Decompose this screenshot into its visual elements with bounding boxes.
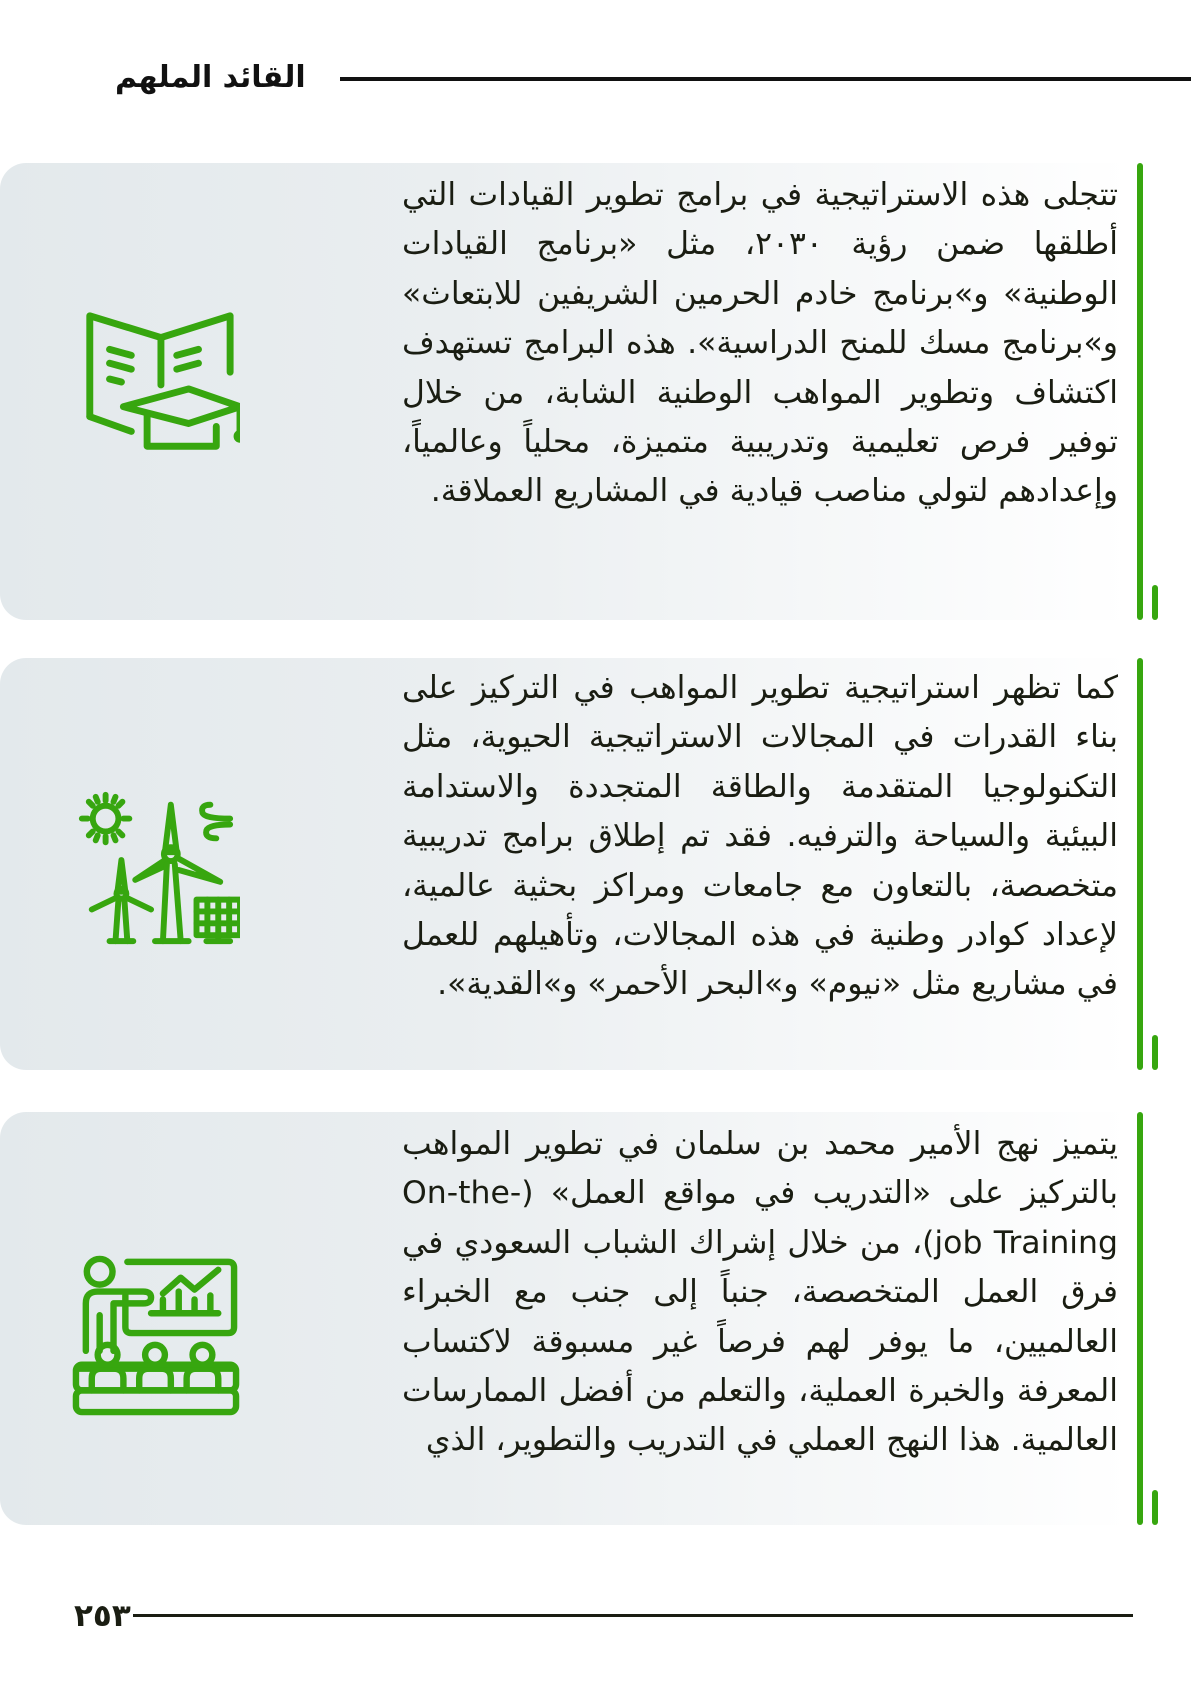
card-paragraph: تتجلى هذه الاستراتيجية في برامج تطوير القيادات التي أطلقها ضمن رؤية ٢٠٣٠، مثل «برنامج القيادات الوطنية» و»برنامج خادم الحرمين الشريفين للابتعاث» و»برنامج مسك للمنح الدراسية». هذه البرامج تستهدف اكتشاف وتطوير المواهب الوطنية الشابة، من خلال توفير فرص تعليمية وتدريبية متميزة، محلياً وعالمياً، وإعدادهم لتولي مناصب قيادية في المشاريع العملاقة. — [402, 177, 1118, 510]
content-card-2 — [0, 658, 1130, 1070]
content-card-1 — [0, 163, 1130, 620]
header-divider — [340, 77, 1191, 81]
accent-bar-short — [1152, 1035, 1158, 1070]
card-paragraph: كما تظهر استراتيجية تطوير المواهب في التركيز على بناء القدرات في المجالات الاستراتيجية الحيوية، مثل التكنولوجيا المتقدمة والطاقة المتجددة والاستدامة البيئية والسياحة والترفيه. فقد تم إطلاق برامج تدريبية متخصصة، بالتعاون مع جامعات ومراكز بحثية عالمية، لإعداد كوادر وطنية في هذه المجالات، وتأهيلهم للعمل في مشاريع مثل «نيوم» و»البحر الأحمر» و»القدية». — [402, 670, 1118, 1003]
page-footer — [0, 1596, 1191, 1636]
accent-bar — [1137, 1112, 1143, 1525]
card-paragraph: يتميز نهج الأمير محمد بن سلمان في تطوير المواهب بالتركيز على «التدريب في مواقع العمل» (On-the-job Training)، من خلال إشراك الشباب السعودي في فرق العمل المتخصصة، جنباً إلى جنب مع الخبراء العالميين، ما يوفر لهم فرصاً غير مسبوقة لاكتساب المعرفة والخبرة العملية، والتعلم من أفضل الممارسات العالمية. هذا النهج العملي في التدريب والتطوير، الذي — [402, 1126, 1118, 1459]
book-graduation-cap-icon — [72, 298, 240, 466]
page-number: ٢٥٣ — [74, 1598, 131, 1634]
page-header — [0, 55, 1191, 105]
renewable-energy-icon — [72, 783, 240, 951]
accent-bar-short — [1152, 1490, 1158, 1525]
accent-bar — [1137, 163, 1143, 620]
accent-bar — [1137, 658, 1143, 1070]
accent-bar-short — [1152, 585, 1158, 620]
presentation-training-icon — [72, 1252, 240, 1420]
chapter-title: القائد الملهم — [115, 60, 306, 95]
content-card-3 — [0, 1112, 1130, 1525]
footer-divider — [133, 1614, 1133, 1617]
